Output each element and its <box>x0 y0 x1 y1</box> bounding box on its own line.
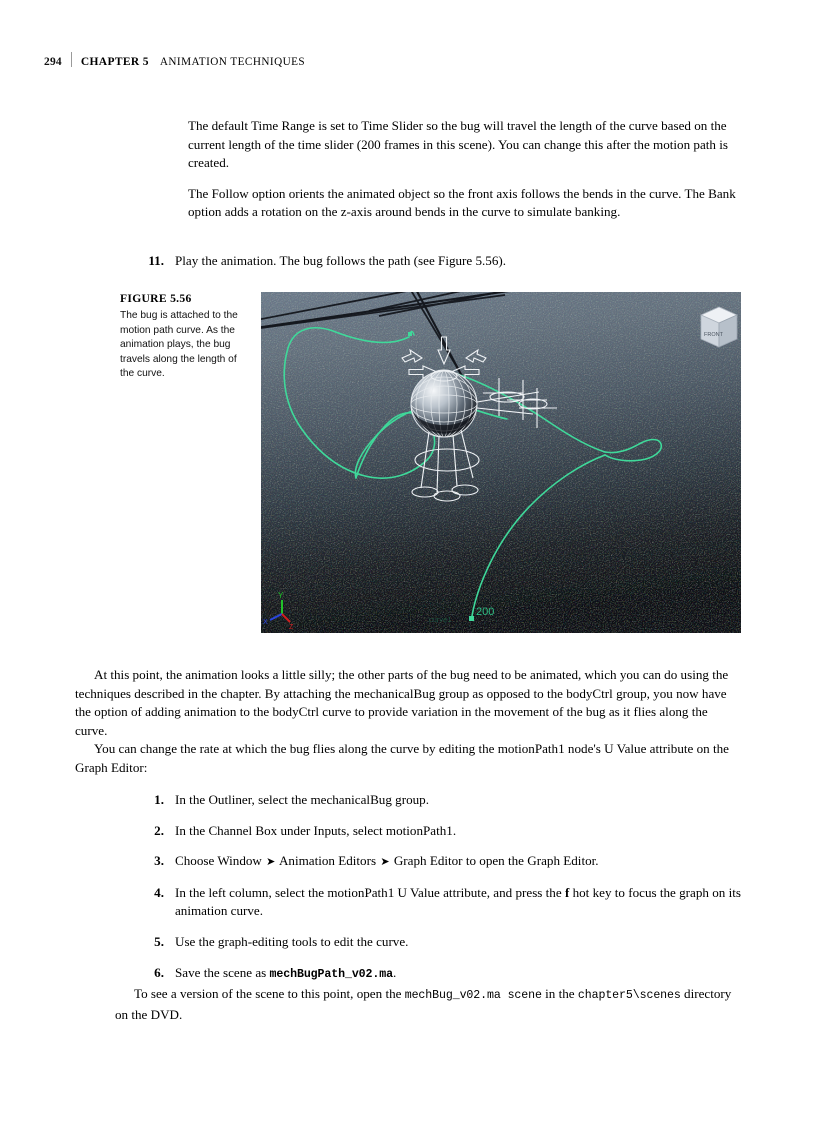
running-head <box>44 50 305 70</box>
step-text-after: . <box>392 964 397 980</box>
step-number: 5. <box>154 933 164 949</box>
svg-text:Y: Y <box>278 591 284 600</box>
running-head-divider <box>71 52 72 67</box>
step-text <box>175 884 745 921</box>
viewport-status-text: curve1 <box>429 615 452 624</box>
curve-end-marker <box>469 616 474 621</box>
step-text <box>175 852 745 872</box>
menu-arrow-icon: ➤ <box>380 856 390 869</box>
chapter-label: CHAPTER 5 <box>80 56 149 68</box>
frame-label-200: 200 <box>476 606 495 618</box>
step-text-before: Choose Window <box>175 853 266 869</box>
figure-label: FIGURE 5.56 <box>120 292 192 305</box>
scenes-directory-code: scenes <box>639 989 681 1002</box>
step-number: 6. <box>154 964 164 980</box>
list-item <box>145 933 745 952</box>
figure-caption <box>120 292 240 382</box>
maya-viewport-screenshot <box>261 292 741 633</box>
step-number: 3. <box>154 853 164 869</box>
svg-text:Z: Z <box>289 624 294 631</box>
final-text-before: To see a version of the scene to this point, open the <box>134 986 405 1001</box>
svg-text:X: X <box>263 619 268 626</box>
list-item <box>145 252 745 271</box>
step-list-lower <box>145 791 745 996</box>
menu-arrow-icon: ➤ <box>266 856 276 869</box>
closing-text-block <box>75 666 741 778</box>
chapter-directory-code: chapter5\ <box>577 989 640 1002</box>
step-text-after: hot key to focus the graph on its animation curve. <box>175 884 741 919</box>
final-text-mid: in the <box>541 986 578 1001</box>
list-item <box>145 884 745 921</box>
paragraph-animation-silly: At this point, the animation looks a little silly; the other parts of the bug need to be animated, which you can do using the techniques described in the chapter. By attaching the mechanicalBug group as opposed to the bodyCtrl group, you now have the option of adding animation to the bodyCtrl curve to provide variation in the movement of the bug as it flies along the curve. <box>75 667 729 738</box>
intro-text-block <box>188 117 740 234</box>
final-text-after: directory on the DVD. <box>115 986 732 1022</box>
list-item <box>145 964 745 985</box>
scene-filename-code: mechBug_v02.ma scene <box>404 989 542 1002</box>
step-text: Play the animation. The bug follows the path (see Figure 5.56). <box>175 253 507 268</box>
step-number: 11. <box>148 253 164 268</box>
step-text: In the Channel Box under Inputs, select motionPath1. <box>175 822 457 838</box>
step-text <box>175 964 745 985</box>
step-number: 2. <box>154 822 164 838</box>
step-text-after: Graph Editor to open the Graph Editor. <box>390 853 599 869</box>
step-text: Use the graph-editing tools to edit the curve. <box>175 933 409 949</box>
filename-code: mechBugPath_v02.ma <box>269 967 393 981</box>
chapter-title: ANIMATION TECHNIQUES <box>159 56 306 68</box>
step-list-upper <box>145 252 745 283</box>
list-item <box>145 822 745 841</box>
svg-text:FRONT: FRONT <box>704 332 723 338</box>
list-item <box>145 852 745 872</box>
step-number: 1. <box>154 792 164 807</box>
step-number: 4. <box>154 884 164 900</box>
step-text: In the Outliner, select the mechanicalBug group. <box>175 792 429 807</box>
paragraph-change-rate: You can change the rate at which the bug flies along the curve by editing the motionPath1 node's U Value attribute on the Graph Editor: <box>75 741 729 775</box>
step-text-before: In the left column, select the motionPath1 U Value attribute, and press the <box>175 884 565 900</box>
paragraph-follow-option: The Follow option orients the animated object so the front axis follows the bends in the curve. The Bank option adds a rotation on the z-axis around bends in the curve to simulate banking. <box>188 185 736 220</box>
list-item <box>145 791 745 810</box>
paragraph-time-range: The default Time Range is set to Time Slider so the bug will travel the length of the curve based on the current length of the time slider (200 frames in this scene). You can change this after the motion path is created. <box>188 118 728 171</box>
page-number: 294 <box>44 56 62 68</box>
step-text-before: Save the scene as <box>175 964 270 980</box>
paragraph-dvd-scene <box>115 985 745 1024</box>
step-text-mid: Animation Editors <box>276 853 380 869</box>
view-cube-gizmo <box>701 307 737 347</box>
dvd-note-block <box>115 985 745 1024</box>
hotkey-label: f <box>564 884 570 900</box>
figure-description: The bug is attached to the motion path curve. As the animation plays, the bug travels along the length of the curve. <box>120 310 238 380</box>
